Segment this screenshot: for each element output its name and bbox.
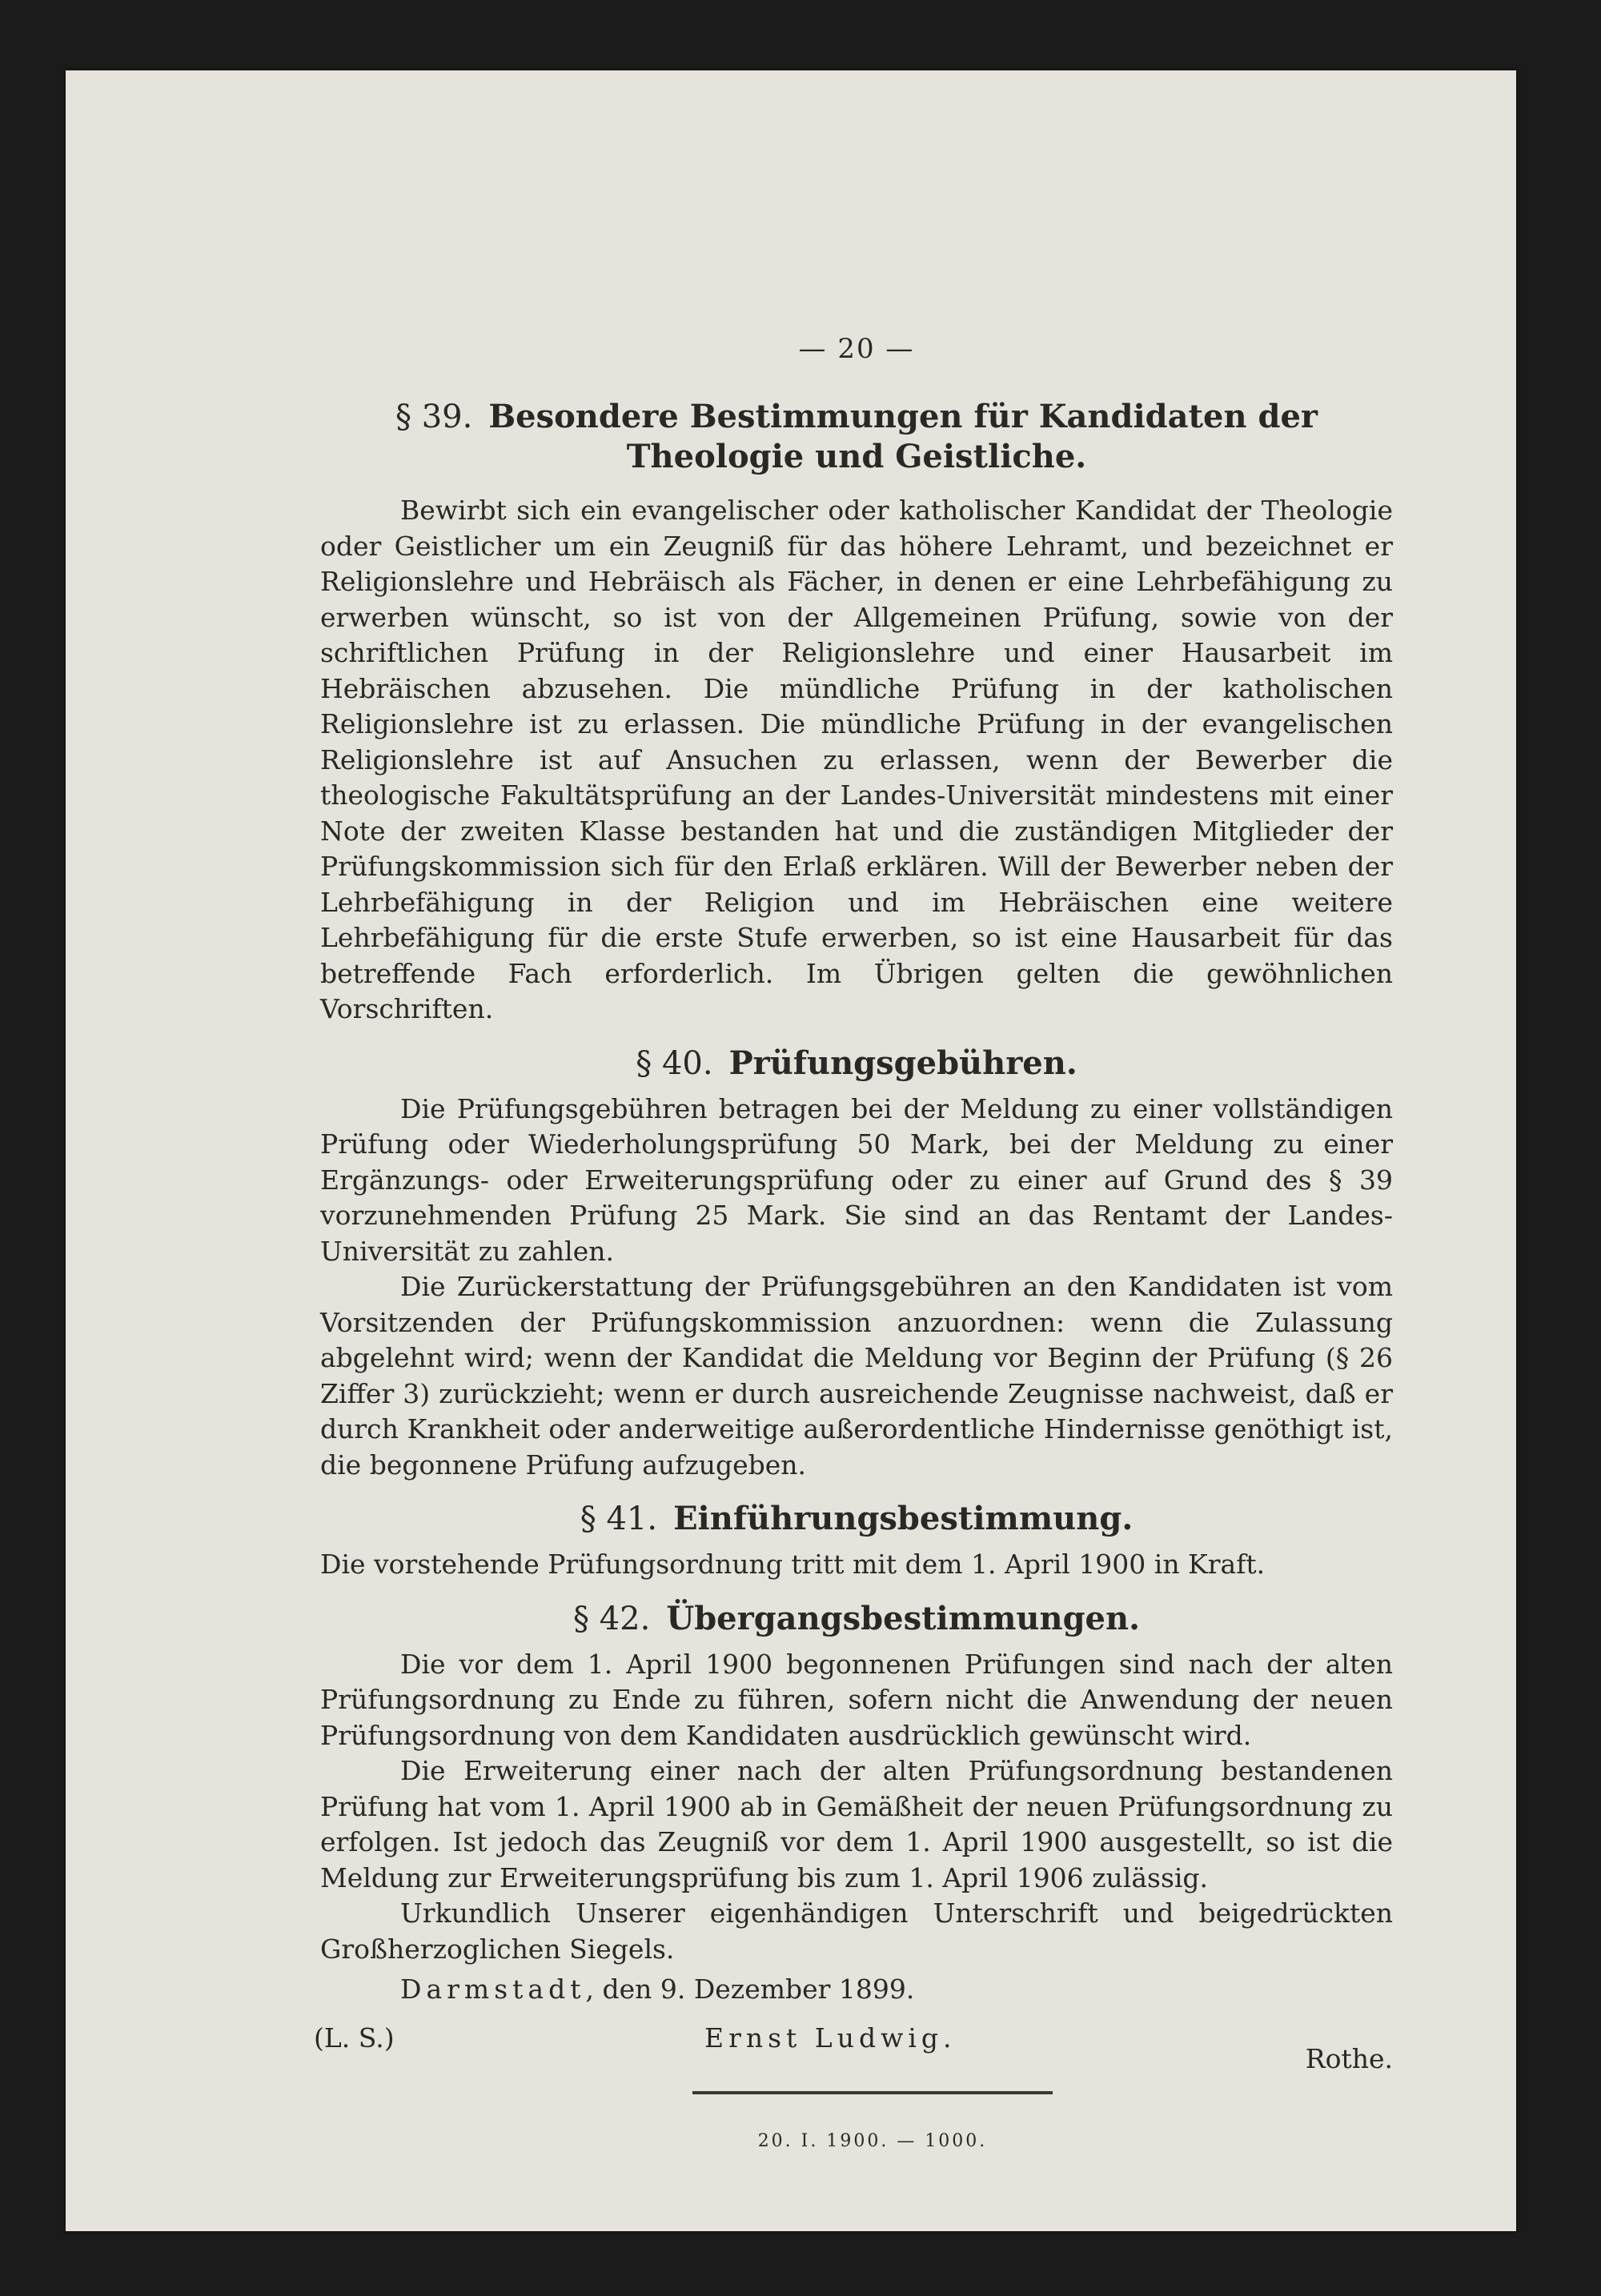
section-41-title: Einführungsbestimmung. xyxy=(673,1500,1134,1537)
section-39-paragraph: Bewirbt sich ein evangelischer oder katholischer Kandidat der Theologie oder Geistlicher um ein Zeugniß für das höhere Lehramt, und bezeichnet er Religionslehre und Hebräisch als Fächer, in denen er eine Lehrbefähigung zu erwerben wünscht, so ist von der Allgemeinen Prüfung, sowie von der schriftlichen Prüfung in der Religionslehre und einer Hausarbeit im Hebräischen abzusehen. Die mündliche Prüfung in der katholischen Religionslehre ist zu erlassen. Die mündliche Prüfung in der evangelischen Religionslehre ist auf Ansuchen zu erlassen, wenn der Bewerber die theologische Fakultätsprüfung an der Landes-Universität mindestens mit einer Note der zweiten Klasse bestanden hat und die zuständigen Mitglieder der Prüfungskommission sich für den Erlaß erklären. Will der Bewerber neben der Lehrbefähigung in der Religion und im Hebräischen eine weitere Lehrbefähigung für die erste Stufe erwerben, so ist eine Hausarbeit für das betreffende Fach erforderlich. Im Übrigen gelten die gewöhnlichen Vorschriften. xyxy=(320,495,1393,1024)
document-page xyxy=(66,70,1516,2231)
date-text: , den 9. Dezember 1899. xyxy=(585,1973,915,2005)
section-40-paragraph-1: Die Prüfungsgebühren betragen bei der Meldung zu einer vollständigen Prüfung oder Wiederholungsprüfung 50 Mark, bei der Meldung zu einer Ergänzungs- oder Erweiterungsprüfung oder zu einer auf Grund des § 39 vorzunehmenden Prüfung 25 Mark. Sie sind an das Rentamt der Landes-Universität zu zahlen. xyxy=(320,1092,1393,1267)
section-39-number: § 39. xyxy=(395,399,473,435)
signer-name: Ernst Ludwig. xyxy=(704,2022,957,2054)
footer-rule xyxy=(692,2091,1053,2094)
section-42-heading xyxy=(320,1599,1393,1639)
print-note: 20. I. 1900. — 1000. xyxy=(757,2130,988,2151)
section-42-paragraph-1: Die vor dem 1. April 1900 begonnenen Prüfungen sind nach der alten Prüfungsordnung zu Ende zu führen, sofern nicht die Anwendung der neuen Prüfungsordnung von dem Kandidaten ausdrücklich gewünscht wird. xyxy=(320,1648,1393,1751)
section-42-paragraph-3: Urkundlich Unserer eigenhändigen Unterschrift und beigedrückten Großherzoglichen Siegels. xyxy=(320,1897,1393,1965)
signature-row xyxy=(314,2021,1393,2077)
section-40-number: § 40. xyxy=(636,1044,713,1082)
section-39-title: Besondere Bestimmungen für Kandidaten der Theologie und Geistliche. xyxy=(488,398,1318,475)
section-42-number: § 42. xyxy=(572,1600,651,1637)
place-name: Darmstadt xyxy=(400,1973,586,2005)
section-40-heading xyxy=(320,1044,1393,1084)
section-41-paragraph: Die vorstehende Prüfungsordnung tritt mit dem 1. April 1900 in Kraft. xyxy=(320,1549,1266,1580)
section-41-heading xyxy=(320,1499,1393,1539)
place-date-line xyxy=(320,1972,1393,2008)
page-number: — 20 — xyxy=(798,333,915,365)
section-42-title: Übergangsbestimmungen. xyxy=(666,1599,1140,1637)
seal-mark: (L. S.) xyxy=(314,2022,395,2054)
section-40-paragraph-2: Die Zurückerstattung der Prüfungsgebühren an den Kandidaten ist vom Vorsitzenden der Prüfungskommission anzuordnen: wenn die Zulassung abgelehnt wird; wenn der Kandidat die Meldung vor Beginn der Prüfung (§ 26 Ziffer 3) zurückzieht; wenn er durch ausreichende Zeugnisse nachweist, daß er durch Krankheit oder anderweitige außerordentliche Hindernisse genöthigt ist, die begonnene Prüfung aufzugeben. xyxy=(320,1271,1393,1481)
page-content xyxy=(314,253,1393,2151)
section-41-number: § 41. xyxy=(580,1501,658,1537)
countersignature: Rothe. xyxy=(1305,2042,1393,2074)
section-42-paragraph-2: Die Erweiterung einer nach der alten Prüfungsordnung bestandenen Prüfung hat vom 1. April 1900 ab in Gemäßheit der neuen Prüfungsordnung zu erfolgen. Ist jedoch das Zeugniß vor dem 1. April 1900 ausgestellt, so ist die Meldung zur Erweiterungsprüfung bis zum 1. April 1906 zulässig. xyxy=(320,1755,1393,1893)
section-40-title: Prüfungsgebühren. xyxy=(728,1044,1077,1082)
section-39-heading xyxy=(320,397,1393,477)
